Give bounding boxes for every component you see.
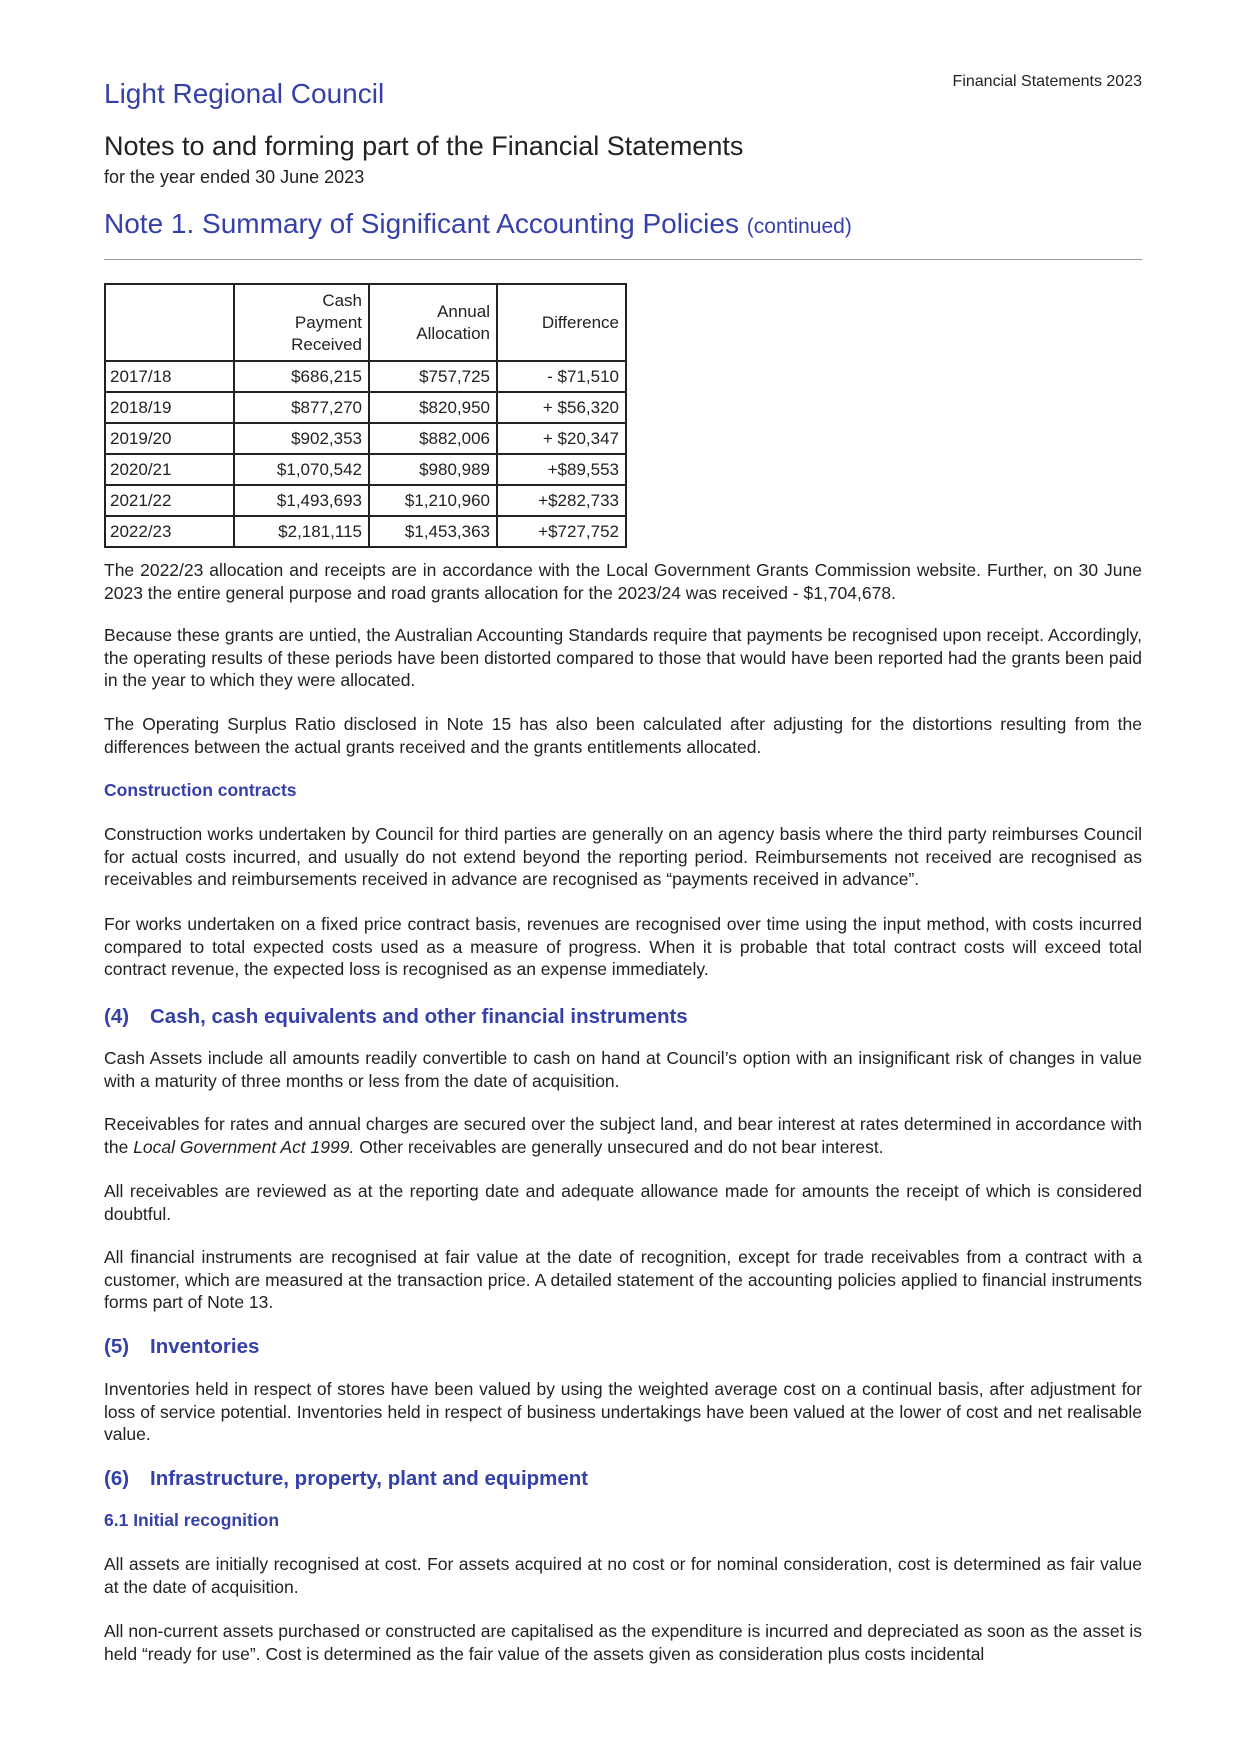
table-row: [105, 516, 626, 547]
construction-contracts-heading: Construction contracts: [104, 780, 297, 800]
grants-table-header-row: [105, 284, 626, 361]
document-label: Financial Statements 2023: [952, 73, 1142, 90]
document-subtitle: for the year ended 30 June 2023: [104, 167, 365, 187]
grants-header-allocation-line-1: Annual: [437, 301, 490, 321]
document-title: Notes to and forming part of the Financial Statements: [104, 131, 744, 161]
cell-year: 2020/21: [105, 454, 234, 485]
table-row: [105, 454, 626, 485]
section-6-title: Infrastructure, property, plant and equipment: [150, 1467, 589, 1490]
cell-allocation: $1,210,960: [369, 485, 497, 516]
cell-cash: $1,493,693: [234, 485, 369, 516]
inventories-paragraph: Inventories held in respect of stores have been valued by using the weighted average cost on a continual basis, after adjustment for loss of service potential. Inventories held in respect of business undertakings have been valued at the lower of cost and net realisable value.: [104, 1379, 1142, 1444]
cell-allocation: $1,453,363: [369, 516, 497, 547]
grants-paragraph-2: Because these grants are untied, the Australian Accounting Standards require that payments be recognised upon receipt. Accordingly, the operating results of these periods have been distorted compared to those that would have been reported had the grants been paid in the year to which they were allocated.: [104, 625, 1142, 690]
section-5-heading: [104, 1335, 259, 1359]
table-row: [105, 392, 626, 423]
cash-paragraph-4: All financial instruments are recognised at fair value at the date of recognition, except for trade receivables from a contract with a customer, which are measured at the transaction price. A detailed statement of the accounting policies applied to financial instruments forms part of Note 13.: [104, 1247, 1142, 1312]
grants-header-difference: Difference: [497, 284, 626, 361]
grants-header-cash-line-2: Payment: [294, 312, 362, 332]
cell-cash: $2,181,115: [234, 516, 369, 547]
cell-year: 2017/18: [105, 361, 234, 392]
note-title-text: Note 1. Summary of Significant Accounting Policies: [104, 208, 739, 239]
local-government-act-ref: Local Government Act 1999.: [133, 1136, 355, 1157]
construction-paragraph-1: Construction works undertaken by Council for third parties are generally on an agency basis where the third party reimburses Council for actual costs incurred, and usually do not extend beyond the reporting period. Reimbursements not received are recognised as receivables and reimbursements received in advance are recognised as “payments received in advance”.: [104, 824, 1142, 889]
table-row: [105, 485, 626, 516]
section-6-heading: [104, 1467, 588, 1491]
grants-header-cash-line-3: Received: [291, 334, 362, 354]
grants-table: [104, 283, 627, 548]
cell-cash: $902,353: [234, 423, 369, 454]
section-5-number: (5): [104, 1335, 130, 1358]
cell-cash: $686,215: [234, 361, 369, 392]
grants-header-cash-line-1: Cash: [322, 290, 362, 310]
cash-paragraph-2-a: Receivables for rates and annual charges are secured over the subject land, and bear interest at rates determined in accordance with the: [104, 1114, 1142, 1157]
cell-year: 2019/20: [105, 423, 234, 454]
grants-paragraph-3: The Operating Surplus Ratio disclosed in Note 15 has also been calculated after adjusting for the distortions resulting from the differences between the actual grants received and the grants entitlements allocated.: [104, 714, 1142, 757]
construction-paragraph-2: For works undertaken on a fixed price contract basis, revenues are recognised over time using the input method, with costs incurred compared to total expected costs used as a measure of progress. When it is probable that total contract costs will exceed total contract revenue, the expected loss is recognised as an expense immediately.: [104, 914, 1142, 979]
cell-cash: $1,070,542: [234, 454, 369, 485]
note-title: [104, 208, 852, 240]
cash-paragraph-2: [104, 1113, 1142, 1158]
cell-allocation: $757,725: [369, 361, 497, 392]
section-4-title: Cash, cash equivalents and other financial instruments: [150, 1005, 688, 1028]
header-divider: [104, 259, 1142, 260]
cell-difference: +$727,752: [497, 516, 626, 547]
cell-allocation: $820,950: [369, 392, 497, 423]
grants-header-allocation: [369, 284, 497, 361]
cell-difference: + $56,320: [497, 392, 626, 423]
cell-difference: +$89,553: [497, 454, 626, 485]
table-row: [105, 423, 626, 454]
section-4-number: (4): [104, 1005, 130, 1028]
cash-paragraph-1: Cash Assets include all amounts readily convertible to cash on hand at Council’s option with an insignificant risk of changes in value with a maturity of three months or less from the date of acquisition.: [104, 1048, 1142, 1091]
grants-header-allocation-line-2: Allocation: [416, 323, 490, 343]
ippe-paragraph-1: All assets are initially recognised at cost. For assets acquired at no cost or for nominal consideration, cost is determined as fair value at the date of acquisition.: [104, 1554, 1142, 1597]
cell-allocation: $980,989: [369, 454, 497, 485]
initial-recognition-heading: 6.1 Initial recognition: [104, 1510, 280, 1530]
cell-year: 2022/23: [105, 516, 234, 547]
ippe-paragraph-2: All non-current assets purchased or constructed are capitalised as the expenditure is incurred and depreciated as soon as the asset is held “ready for use”. Cost is determined as the fair value of the assets given as consideration plus costs incidental: [104, 1621, 1142, 1664]
cell-difference: + $20,347: [497, 423, 626, 454]
note-title-suffix: (continued): [746, 215, 852, 238]
cell-year: 2018/19: [105, 392, 234, 423]
grants-header-year: [105, 284, 234, 361]
cash-paragraph-3: All receivables are reviewed as at the reporting date and adequate allowance made for amounts the receipt of which is considered doubtful.: [104, 1181, 1142, 1224]
section-4-heading: [104, 1005, 688, 1029]
cell-year: 2021/22: [105, 485, 234, 516]
table-row: [105, 361, 626, 392]
grants-paragraph-1: The 2022/23 allocation and receipts are in accordance with the Local Government Grants Commission website. Further, on 30 June 2023 the entire general purpose and road grants allocation for the 2023/24 was received - $1,704,678.: [104, 560, 1142, 603]
cash-paragraph-2-b: Other receivables are generally unsecured and do not bear interest.: [354, 1136, 884, 1157]
cell-difference: - $71,510: [497, 361, 626, 392]
cell-difference: +$282,733: [497, 485, 626, 516]
grants-header-cash: [234, 284, 369, 361]
section-5-title: Inventories: [150, 1335, 260, 1358]
cell-allocation: $882,006: [369, 423, 497, 454]
section-6-number: (6): [104, 1467, 130, 1490]
council-name: Light Regional Council: [104, 78, 385, 109]
cell-cash: $877,270: [234, 392, 369, 423]
